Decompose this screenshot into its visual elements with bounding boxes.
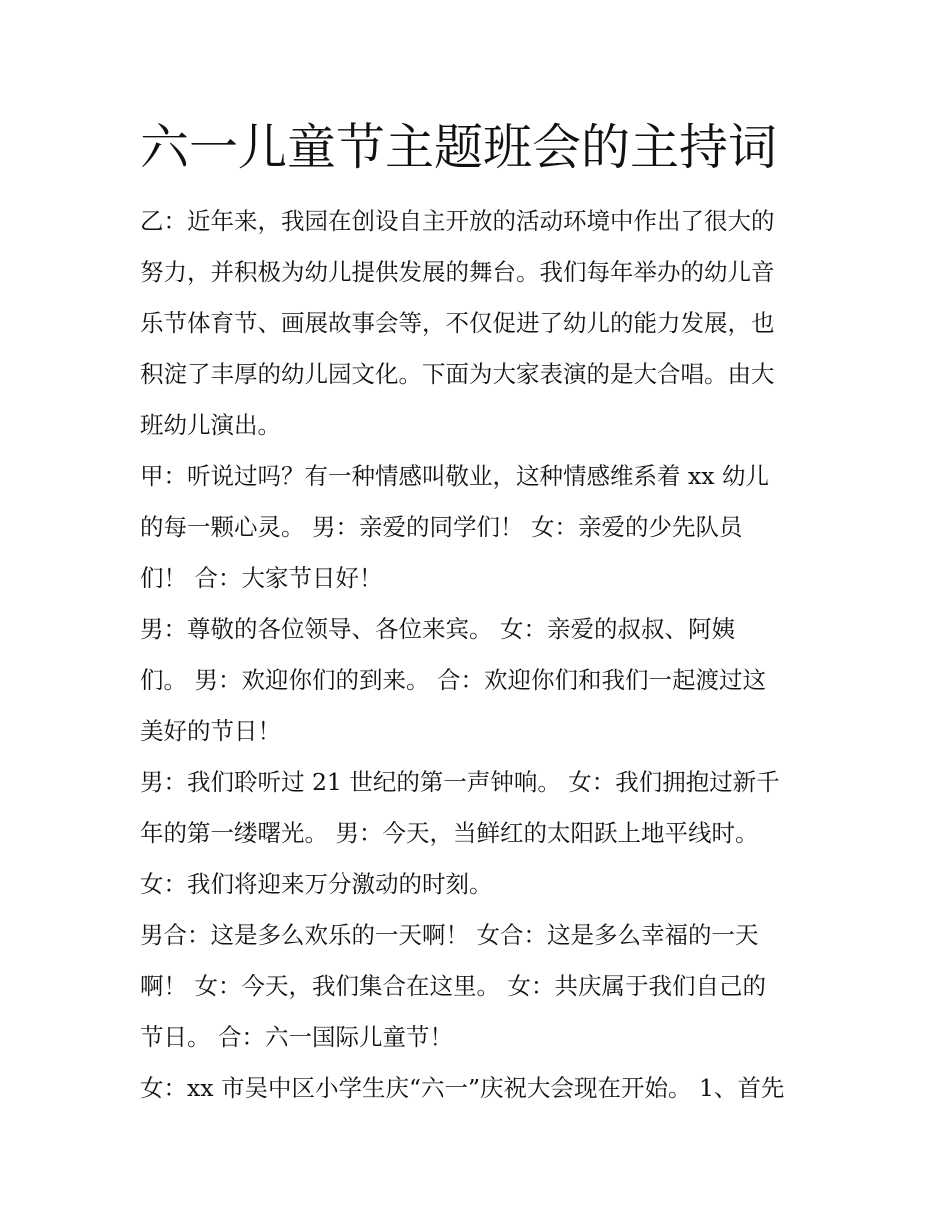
- text-line: 男合：这是多么欢乐的一天啊！ 女合：这是多么幸福的一天: [140, 921, 759, 949]
- text-line: 男：我们聆听过 21 世纪的第一声钟响。 女：我们拥抱过新千: [140, 768, 780, 796]
- text-line: 班幼儿演出。: [140, 411, 281, 439]
- text-line: 男：尊敬的各位领导、各位来宾。 女：亲爱的叔叔、阿姨: [140, 615, 735, 643]
- text-line: 节日。 合：六一国际儿童节！: [140, 1023, 453, 1051]
- text-line: 乐节体育节、画展故事会等，不仅促进了幼儿的能力发展，也: [140, 309, 775, 337]
- text-line: 啊！ 女：今天，我们集合在这里。 女：共庆属于我们自己的: [140, 972, 766, 1000]
- text-line: 的每一颗心灵。 男：亲爱的同学们！ 女：亲爱的少先队员: [140, 513, 743, 541]
- text-line: 甲：听说过吗？有一种情感叫敬业，这种情感维系着 xx 幼儿: [140, 462, 769, 490]
- text-line: 女：我们将迎来万分激动的时刻。: [140, 870, 493, 898]
- text-line: 努力，并积极为幼儿提供发展的舞台。我们每年举办的幼儿音: [140, 258, 775, 286]
- document-body: [140, 196, 812, 1114]
- text-line: 美好的节日！: [140, 717, 281, 745]
- text-line: 乙：近年来，我园在创设自主开放的活动环境中作出了很大的: [140, 207, 775, 235]
- document-title: 六一儿童节主题班会的主持词: [140, 119, 778, 176]
- text-line: 女：xx 市吴中区小学生庆“六一”庆祝大会现在开始。 1、首先: [140, 1074, 785, 1102]
- text-line: 积淀了丰厚的幼儿园文化。下面为大家表演的是大合唱。由大: [140, 360, 775, 388]
- text-line: 们。 男：欢迎你们的到来。 合：欢迎你们和我们一起渡过这: [140, 666, 766, 694]
- text-line: 们！ 合：大家节日好！: [140, 564, 383, 592]
- text-line: 年的第一缕曙光。 男：今天，当鲜红的太阳跃上地平线时。: [140, 819, 759, 847]
